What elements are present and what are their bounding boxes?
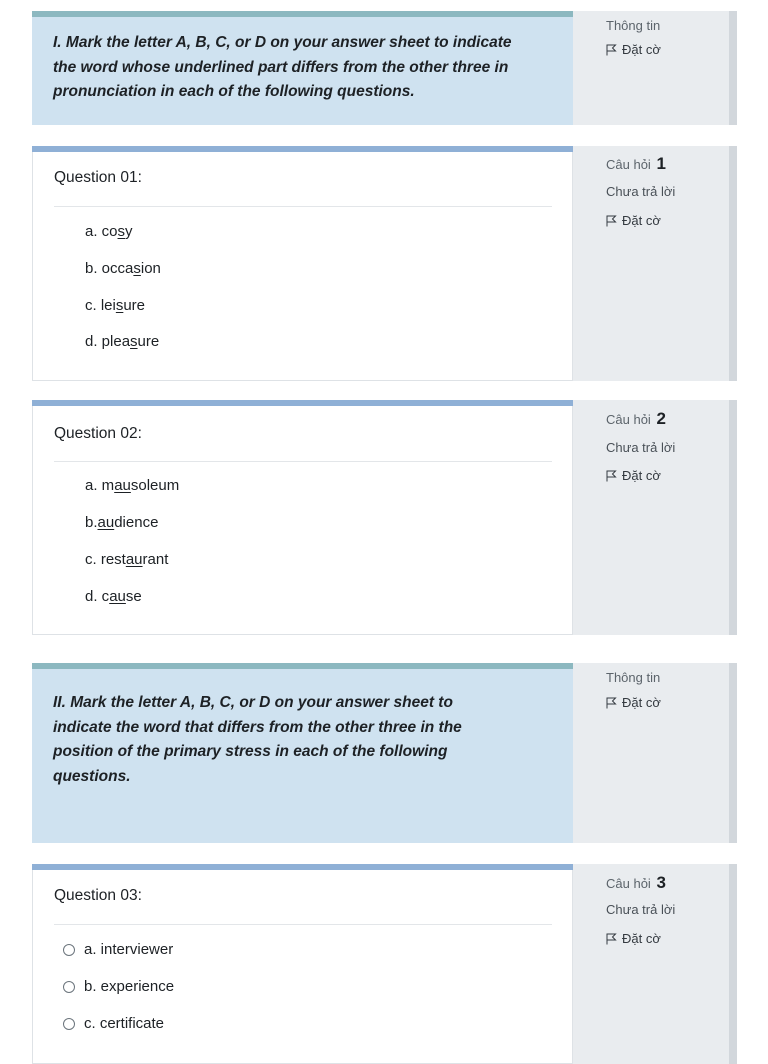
flag-button[interactable] [606,213,661,228]
question-content [32,146,573,381]
question-block-3 [32,864,737,1064]
info-block-2 [32,663,737,843]
question-status: Chưa trả lời [606,440,676,455]
instruction-text [53,31,512,105]
answer-option-a[interactable]: a. interviewer [63,941,173,958]
flag-label: Đặt cờ [622,931,661,946]
flag-icon [606,470,617,482]
answer-option-b[interactable]: b. experience [63,978,174,995]
answer-option-d[interactable]: d. plea s ure [85,333,160,350]
block-top-bar [32,146,573,152]
question-block-2 [32,400,737,635]
sidebar-edge [729,864,737,1064]
info-sidebar [573,663,729,843]
question-number: Câu hỏi 2 [606,409,666,428]
answer-option-d[interactable]: d. c au se [85,588,142,605]
question-number: Câu hỏi 1 [606,154,666,173]
question-sidebar [573,146,729,381]
flag-button[interactable] [606,931,661,946]
flag-label: Đặt cờ [622,695,661,710]
flag-label: Đặt cờ [622,42,661,57]
instruction-line: the word whose underlined part differs from the other three in [53,58,509,76]
question-status: Chưa trả lời [606,902,676,917]
instruction-line: II. Mark the letter A, B, C, or D on your answer sheet to [53,694,453,711]
sidebar-edge [729,11,737,125]
info-sidebar [573,11,729,125]
block-top-bar [32,400,573,406]
divider [54,924,552,925]
question-block-1 [32,146,737,381]
flag-icon [606,215,617,227]
flag-label: Đặt cờ [622,213,661,228]
question-title: Question 01: [54,169,142,186]
flag-button[interactable] [606,42,661,57]
flag-icon [606,933,617,945]
flag-button[interactable] [606,468,661,483]
instruction-line: position of the primary stress in each of the following [53,743,448,760]
question-title: Question 02: [54,425,142,442]
sidebar-edge [729,400,737,635]
instruction-line: pronunciation in each of the following questions. [53,83,415,100]
info-content [32,11,573,125]
question-content [32,864,573,1064]
flag-icon [606,44,617,56]
block-top-bar [32,663,573,669]
question-number: Câu hỏi 3 [606,873,666,892]
answer-option-c[interactable]: c. lei s ure [85,297,146,314]
answer-option-c[interactable]: c. certificate [63,1015,164,1032]
question-content [32,400,573,635]
flag-icon [606,697,617,709]
info-label: Thông tin [606,18,661,33]
question-sidebar [573,864,729,1064]
answer-option-a[interactable]: a. co s y [85,223,133,240]
info-label: Thông tin [606,670,661,685]
flag-button[interactable] [606,695,661,710]
instruction-line: questions. [53,767,131,785]
block-top-bar [32,11,573,17]
divider [54,206,552,207]
instruction-line: indicate the word that differs from the other three in the [53,718,462,736]
instruction-text [53,691,462,789]
sidebar-edge [729,146,737,381]
radio-button[interactable] [63,981,75,993]
block-top-bar [32,864,573,870]
info-content [32,663,573,843]
answer-option-b[interactable]: b. occa s ion [85,260,161,277]
answer-option-a[interactable]: a. m au soleum [85,477,180,494]
instruction-line: I. Mark the letter A, B, C, or D on your answer sheet to indicate [53,34,512,51]
sidebar-edge [729,663,737,843]
flag-label: Đặt cờ [622,468,661,483]
question-title: Question 03: [54,887,142,904]
info-block-1 [32,11,737,125]
question-sidebar [573,400,729,635]
divider [54,461,552,462]
radio-button[interactable] [63,944,75,956]
answer-option-b[interactable]: b. au dience [85,514,159,531]
answer-option-c[interactable]: c. rest au rant [85,551,169,568]
question-status: Chưa trả lời [606,184,676,199]
